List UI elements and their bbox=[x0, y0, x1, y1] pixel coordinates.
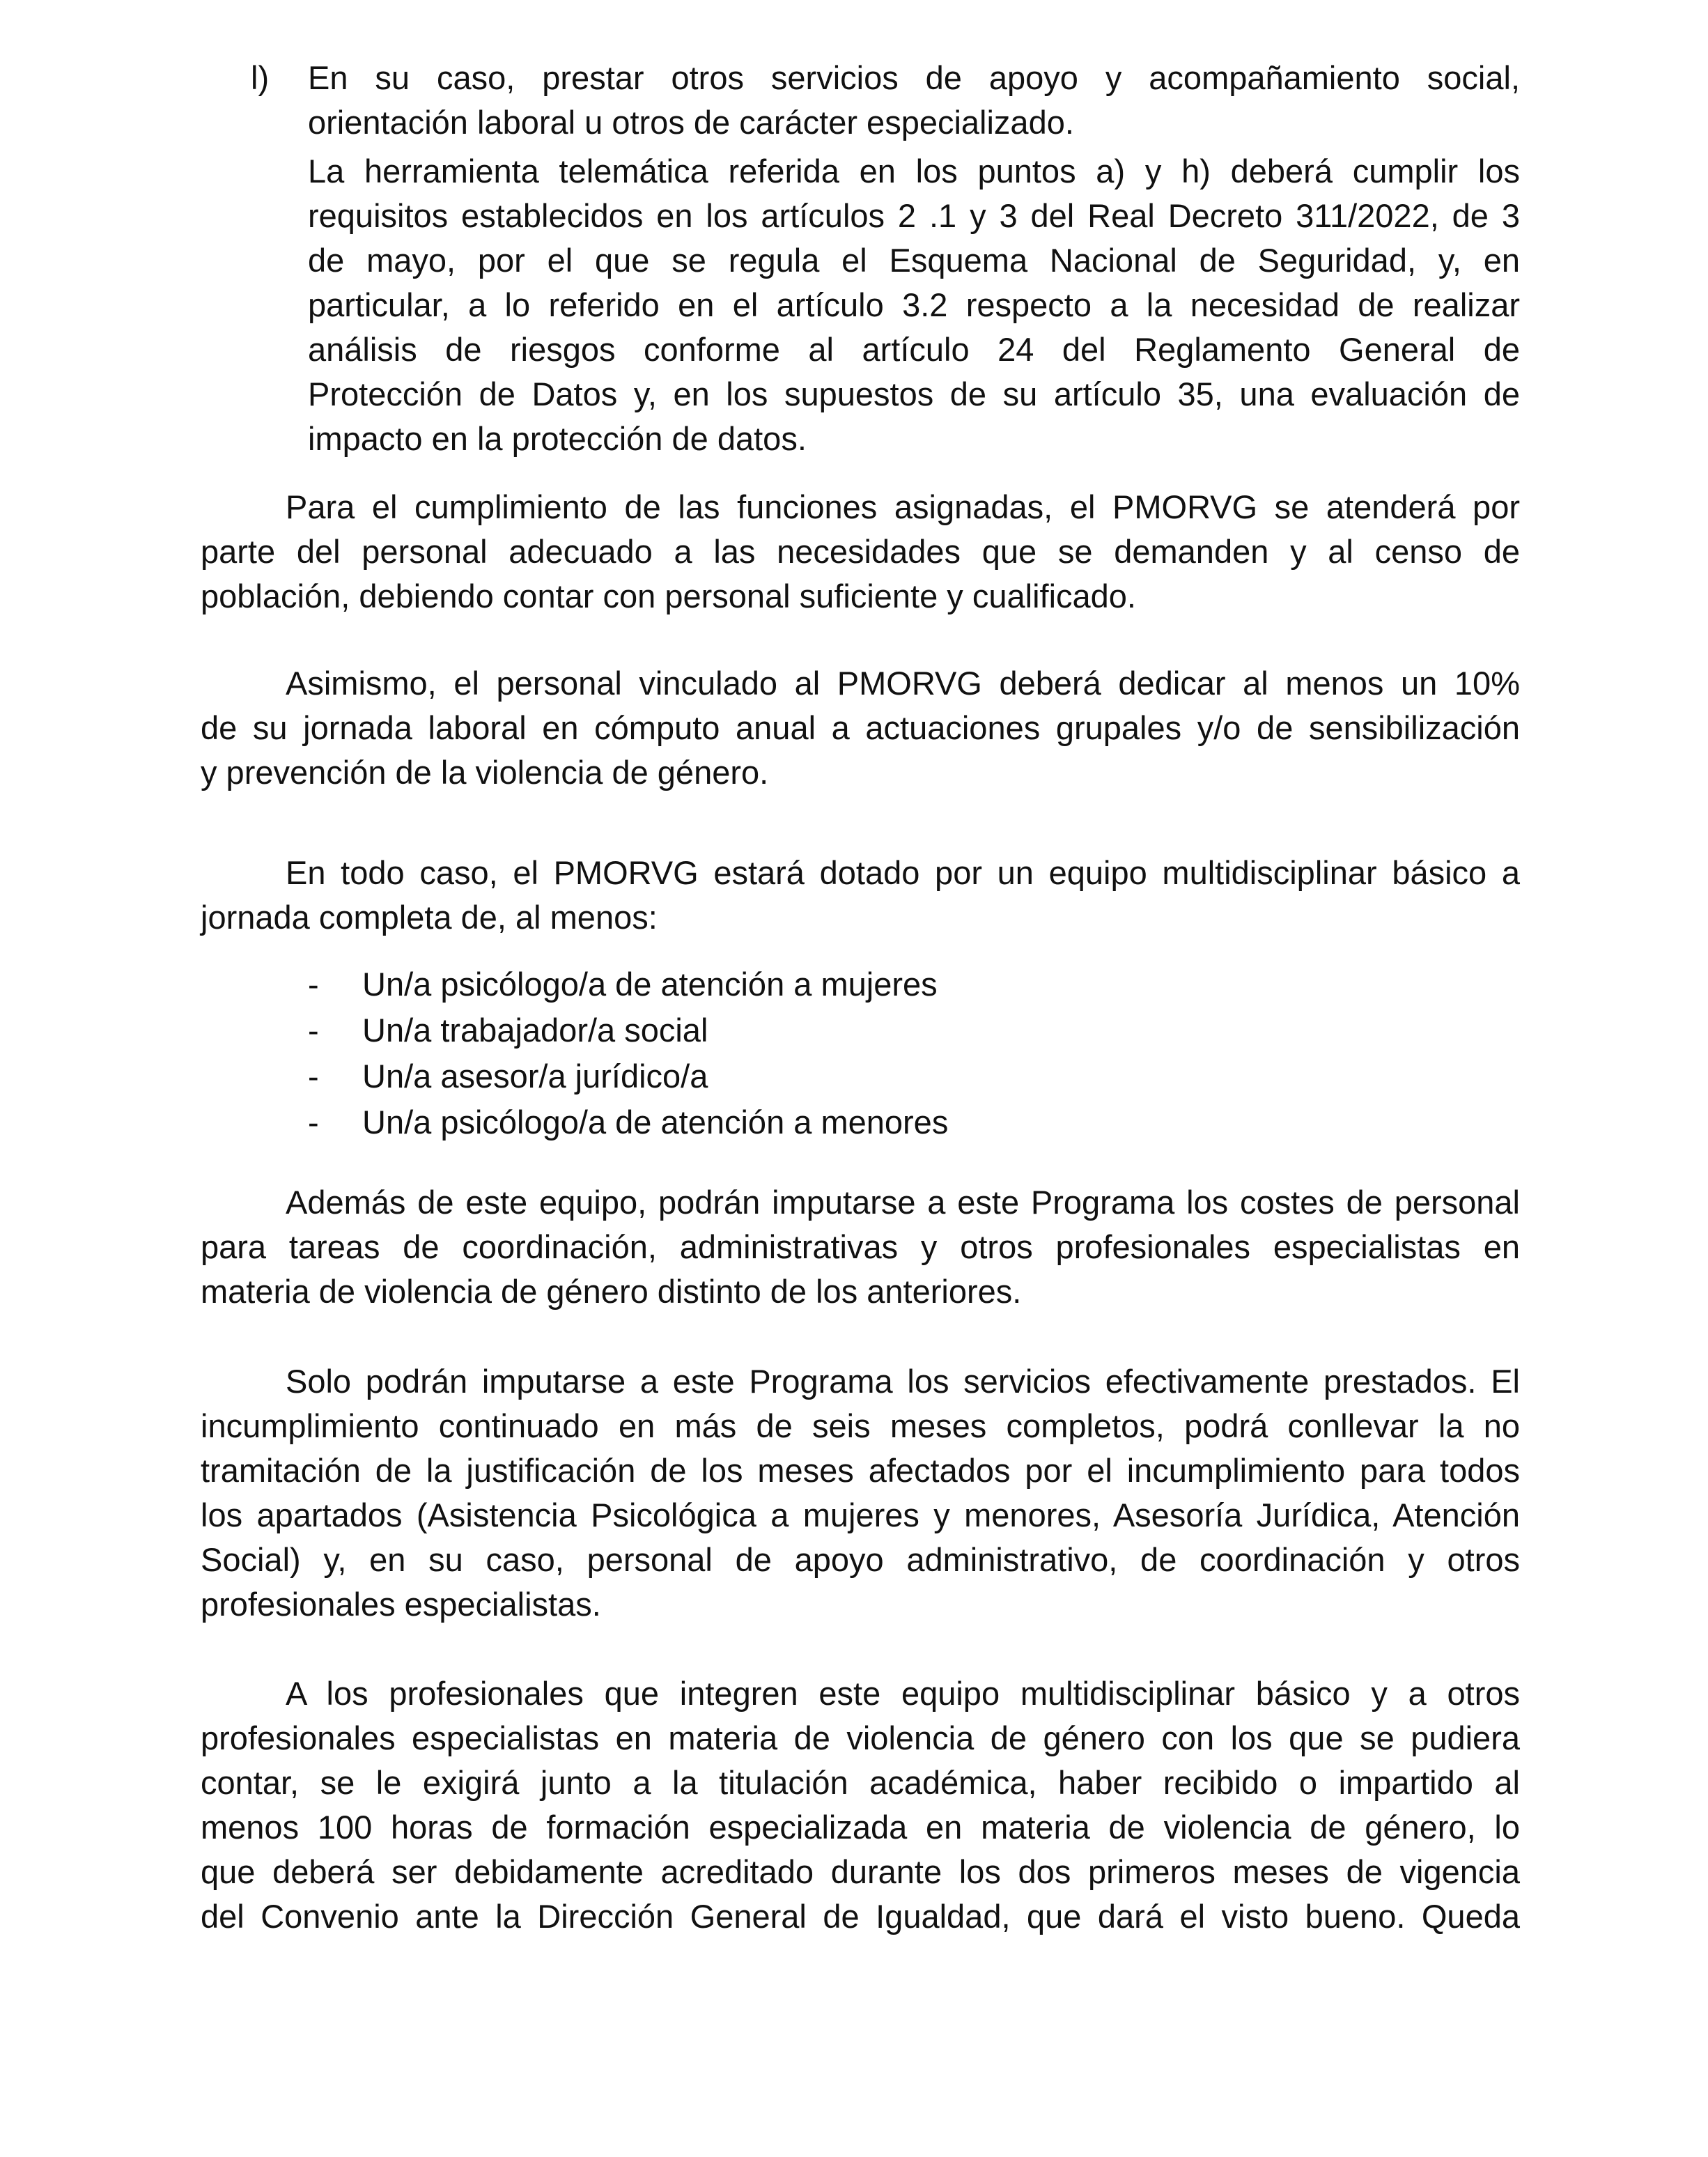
team-list-item-text: Un/a trabajador/a social bbox=[362, 1012, 708, 1049]
text-line: materia de violencia de género distinto de los anteriores. bbox=[201, 1273, 1022, 1310]
team-list-item-text: Un/a psicólogo/a de atención a mujeres bbox=[362, 966, 938, 1003]
text-line: Para el cumplimiento de las funciones asignadas, el PMORVG se atenderá por bbox=[286, 488, 1520, 525]
text-line: los apartados (Asistencia Psicológica a mujeres y menores, Asesoría Jurídica, Atención bbox=[201, 1497, 1520, 1533]
paragraph-team-intro bbox=[201, 851, 1520, 940]
text-line: impacto en la protección de datos. bbox=[308, 420, 807, 457]
text-line: incumplimiento continuado en más de seis meses completos, podrá conllevar la no bbox=[201, 1407, 1520, 1444]
paragraph-additional-costs bbox=[201, 1180, 1520, 1314]
text-line: análisis de riesgos conforme al artículo 24 del Reglamento General de bbox=[308, 331, 1520, 368]
list-item-l bbox=[308, 56, 1520, 145]
text-line: población, debiendo contar con personal suficiente y cualificado. bbox=[201, 578, 1136, 614]
dash-bullet-icon: - bbox=[308, 1058, 319, 1095]
text-line: particular, a lo referido en el artículo 3.2 respecto a la necesidad de realizar bbox=[308, 286, 1520, 323]
text-line: Social) y, en su caso, personal de apoyo administrativo, de coordinación y otros bbox=[201, 1541, 1520, 1578]
text-line: Protección de Datos y, en los supuestos de su artículo 35, una evaluación de bbox=[308, 376, 1520, 412]
text-line: Solo podrán imputarse a este Programa los servicios efectivamente prestados. El bbox=[286, 1363, 1520, 1400]
text-line: de su jornada laboral en cómputo anual a actuaciones grupales y/o de sensibilización bbox=[201, 709, 1520, 746]
dash-bullet-icon: - bbox=[308, 966, 319, 1003]
list-item-marker: l) bbox=[251, 59, 270, 96]
team-list-item-text: Un/a asesor/a jurídico/a bbox=[362, 1058, 708, 1095]
dash-bullet-icon: - bbox=[308, 1012, 319, 1049]
text-line: A los profesionales que integren este equipo multidisciplinar básico y a otros bbox=[286, 1675, 1520, 1712]
text-line: tramitación de la justificación de los meses afectados por el incumplimiento para todos bbox=[201, 1452, 1520, 1489]
text-line: profesionales especialistas en materia de violencia de género con los que se pudiera bbox=[201, 1719, 1520, 1756]
text-line: de mayo, por el que se regula el Esquema Nacional de Seguridad, y, en bbox=[308, 242, 1520, 279]
paragraph-training-requirements bbox=[201, 1671, 1520, 1939]
text-line: y prevención de la violencia de género. bbox=[201, 754, 769, 791]
dash-bullet-icon: - bbox=[308, 1104, 319, 1141]
text-line: parte del personal adecuado a las necesidades que se demanden y al censo de bbox=[201, 533, 1520, 570]
text-line: profesionales especialistas. bbox=[201, 1586, 601, 1623]
text-line: En su caso, prestar otros servicios de apoyo y acompañamiento social, bbox=[308, 59, 1520, 96]
paragraph-services-rendered bbox=[201, 1359, 1520, 1627]
paragraph-staffing bbox=[201, 485, 1520, 619]
text-line: para tareas de coordinación, administrativas y otros profesionales especialistas en bbox=[201, 1228, 1520, 1265]
text-line: orientación laboral u otros de carácter especializado. bbox=[308, 104, 1074, 141]
text-line: Además de este equipo, podrán imputarse a este Programa los costes de personal bbox=[286, 1184, 1520, 1221]
text-line: La herramienta telemática referida en los puntos a) y h) deberá cumplir los bbox=[308, 153, 1520, 190]
text-line: requisitos establecidos en los artículos 2 .1 y 3 del Real Decreto 311/2022, de 3 bbox=[308, 197, 1520, 234]
text-line: del Convenio ante la Dirección General de Igualdad, que dará el visto bueno. Queda bbox=[201, 1898, 1520, 1935]
text-line: Asimismo, el personal vinculado al PMORVG deberá dedicar al menos un 10% bbox=[286, 665, 1520, 702]
text-line: contar, se le exigirá junto a la titulación académica, haber recibido o impartido al bbox=[201, 1764, 1520, 1801]
text-line: jornada completa de, al menos: bbox=[201, 899, 658, 936]
text-line: En todo caso, el PMORVG estará dotado por un equipo multidisciplinar básico a bbox=[286, 854, 1520, 891]
text-line: menos 100 horas de formación especializada en materia de violencia de género, lo bbox=[201, 1809, 1520, 1846]
telematic-tool-note bbox=[308, 149, 1520, 461]
text-line: que deberá ser debidamente acreditado durante los dos primeros meses de vigencia bbox=[201, 1853, 1520, 1890]
paragraph-workload bbox=[201, 661, 1520, 795]
team-list-item-text: Un/a psicólogo/a de atención a menores bbox=[362, 1104, 949, 1141]
